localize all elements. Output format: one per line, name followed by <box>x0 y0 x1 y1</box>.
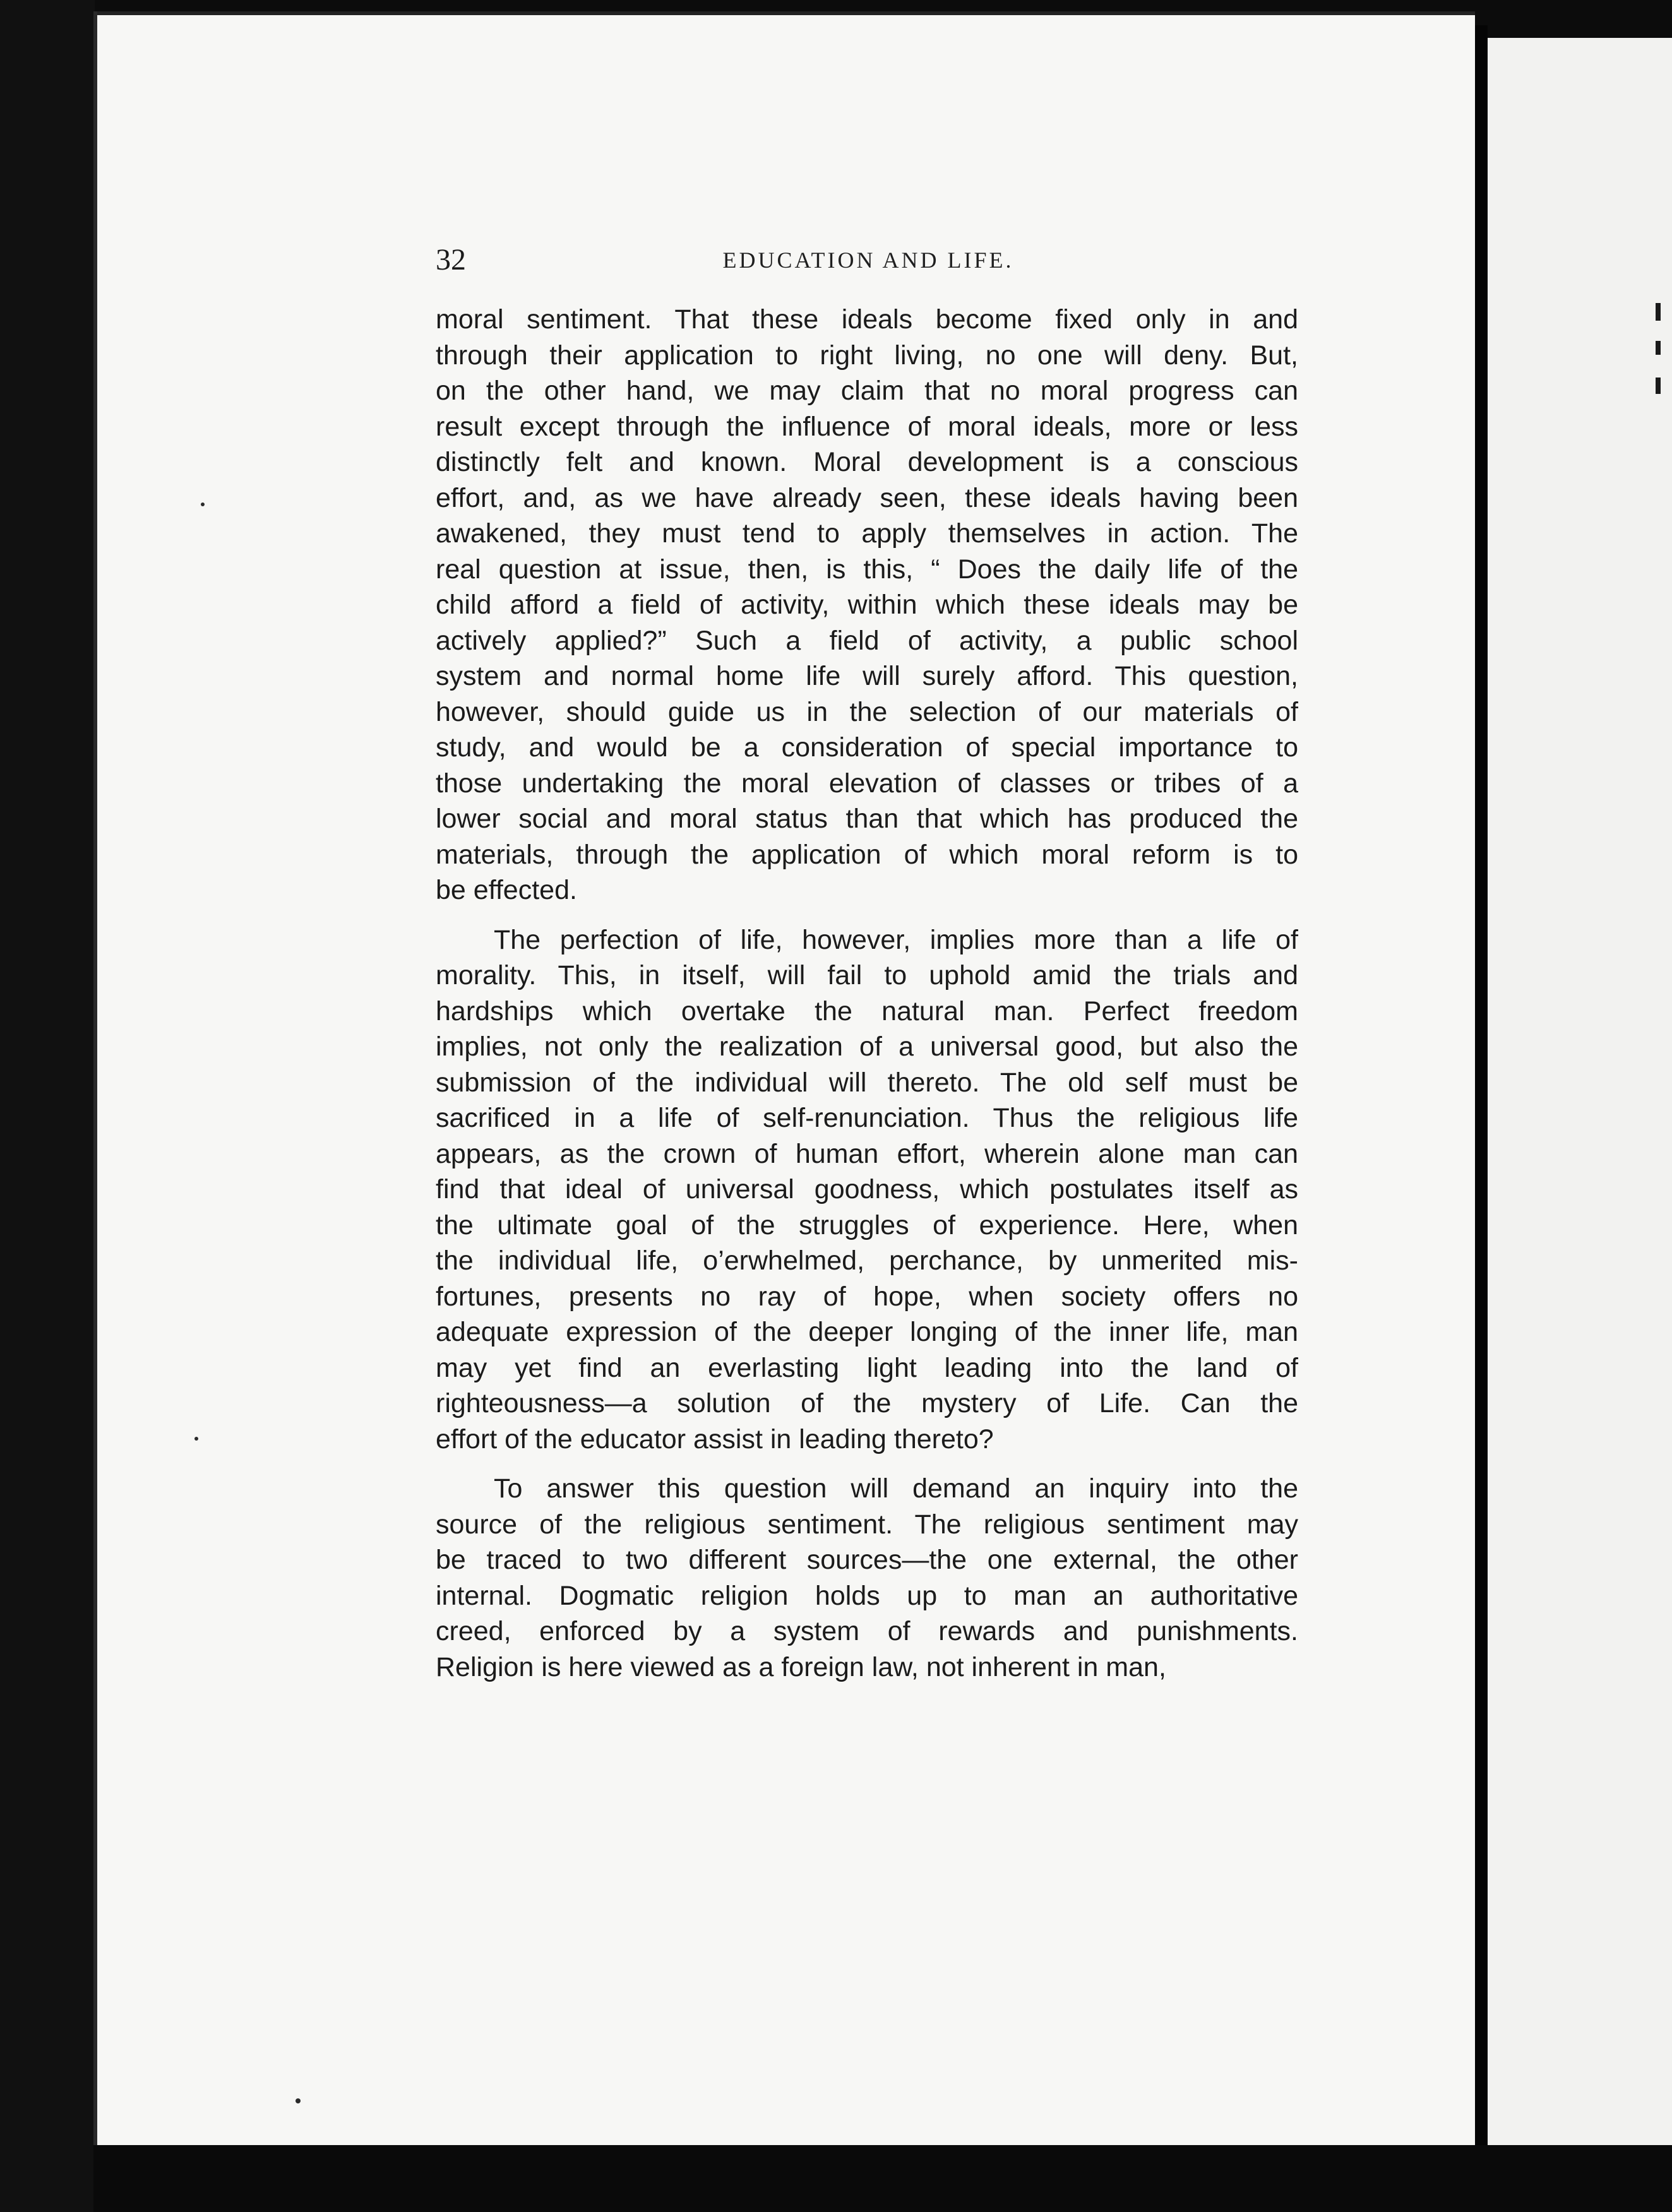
text-line: The perfection of life, however, implies more than a life of <box>494 924 1298 955</box>
text-line: be effected. <box>436 875 577 905</box>
text-line: the individual life, o’erwhelmed, perchance, by unmerited mis- <box>436 1246 1298 1276</box>
text-line: effort, and, as we have already seen, these ideals having been <box>436 482 1298 513</box>
text-line: however, should guide us in the selection of our materials of <box>436 696 1298 727</box>
facing-page-edge <box>1488 38 1672 2212</box>
scan-left-border <box>0 0 95 2212</box>
body-text <box>436 302 1298 1685</box>
text-line: adequate expression of the deeper longing of the inner life, man <box>436 1317 1298 1347</box>
text-line: morality. This, in itself, will fail to uphold amid the trials and <box>436 960 1298 990</box>
text-line: Religion is here viewed as a foreign law, not inherent in man, <box>436 1651 1166 1682</box>
paragraph-gap <box>436 1457 1298 1471</box>
scan-speck <box>296 2098 301 2103</box>
scan-speck <box>201 502 205 506</box>
text-line: submission of the individual will thereto. The old self must be <box>436 1067 1298 1098</box>
text-line: real question at issue, then, is this, “ Does the daily life of the <box>436 554 1298 585</box>
text-line: implies, not only the realization of a universal good, but also the <box>436 1032 1298 1062</box>
text-line: the ultimate goal of the struggles of experience. Here, when <box>436 1210 1298 1240</box>
facing-page-mark <box>1656 341 1661 355</box>
page-number: 32 <box>436 243 466 276</box>
text-line: system and normal home life will surely afford. This question, <box>436 661 1298 691</box>
text-line: moral sentiment. That these ideals become fixed only in and <box>436 304 1298 335</box>
text-line: source of the religious sentiment. The religious sentiment may <box>436 1509 1298 1540</box>
text-line: hardships which overtake the natural man. Perfect freedom <box>436 996 1298 1026</box>
facing-page-mark <box>1656 378 1661 394</box>
text-line: may yet find an everlasting light leading into the land of <box>436 1352 1298 1383</box>
text-line: distinctly felt and known. Moral development is a conscious <box>436 447 1298 477</box>
text-line: study, and would be a consideration of special importance to <box>436 732 1298 763</box>
text-line: creed, enforced by a system of rewards and punishments. <box>436 1616 1298 1646</box>
paragraph <box>436 922 1298 1458</box>
paragraph <box>436 302 1298 908</box>
text-line: lower social and moral status than that which has produced the <box>436 804 1298 834</box>
text-line: through their application to right living, no one will deny. But, <box>436 340 1298 371</box>
text-line: To answer this question will demand an inquiry into the <box>494 1473 1298 1504</box>
scan-speck <box>194 1437 198 1441</box>
text-line: actively applied?” Such a field of activity, a public school <box>436 625 1298 656</box>
text-line: materials, through the application of which moral reform is to <box>436 839 1298 870</box>
scan-bottom-border <box>93 2145 1672 2212</box>
text-line: those undertaking the moral elevation of classes or tribes of a <box>436 768 1298 799</box>
book-gutter <box>1475 25 1488 2212</box>
paragraph-gap <box>436 908 1298 922</box>
text-line: effort of the educator assist in leading thereto? <box>436 1424 994 1454</box>
text-line: child afford a field of activity, within which these ideals may be <box>436 590 1298 620</box>
running-head <box>436 241 1301 279</box>
text-line: fortunes, presents no ray of hope, when society offers no <box>436 1281 1298 1312</box>
running-title: EDUCATION AND LIFE. <box>722 247 1014 273</box>
text-line: be traced to two different sources—the one external, the other <box>436 1545 1298 1575</box>
text-line: find that ideal of universal goodness, which postulates itself as <box>436 1174 1298 1204</box>
text-line: on the other hand, we may claim that no moral progress can <box>436 376 1298 406</box>
text-line: righteousness—a solution of the mystery of Life. Can the <box>436 1388 1298 1418</box>
text-line: sacrificed in a life of self-renunciation. Thus the religious life <box>436 1103 1298 1133</box>
facing-page-mark <box>1656 303 1661 321</box>
text-line: result except through the influence of moral ideals, more or less <box>436 411 1298 442</box>
text-line: internal. Dogmatic religion holds up to man an authoritative <box>436 1580 1298 1611</box>
text-line: awakened, they must tend to apply themselves in action. The <box>436 518 1298 549</box>
paragraph <box>436 1471 1298 1685</box>
text-line: appears, as the crown of human effort, wherein alone man can <box>436 1138 1298 1169</box>
